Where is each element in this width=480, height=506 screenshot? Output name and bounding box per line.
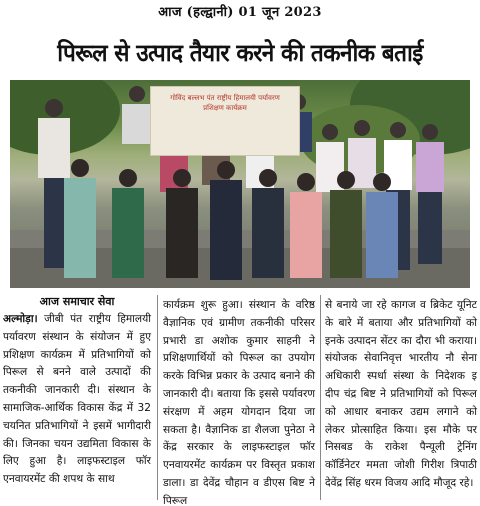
article-column-2 <box>163 297 315 506</box>
article-column-1 <box>3 294 151 489</box>
photo-banner <box>150 86 300 156</box>
dateline: आज (हल्द्वानी) 01 जून 2023 <box>158 5 322 20</box>
column-2-text: कार्यक्रम शुरू हुआ। संस्थान के वरिष्ठ वैज्ञानिक एवं ग्रामीण तकनीकी परिसर प्रभारी डा अशोक कुमार साहनी ने प्रशिक्षणार्थियों को पिरूल का उपयोग करके विभिन्न प्रकार के उत्पाद बनाने की जानकारी दी। बताया कि इससे पर्यावरण संरक्षण में अहम योगदान दिया जा सकता है। वैज्ञानिक डा शैलजा पुनेठा ने केंद्र सरकार के लाइफस्टाइल फॉर एनवायरमेंट कार्यक्रम पर विस्तृत प्रकाश डाला। डा देवेंद्र चौहान व डीएस बिष्ट ने पिरूल <box>163 299 315 506</box>
bureau-credit: आज समाचार सेवा <box>39 295 115 308</box>
group-photo <box>10 80 470 288</box>
banner-line-1: गोविंद बल्लभ पंत राष्ट्रीय हिमालयी पर्यावरण <box>170 94 280 102</box>
column-1-text: जीबी पंत राष्ट्रीय हिमालयी पर्यावरण संस्थान के संयोजन में हुए प्रशिक्षण कार्यक्रम में प्रतिभागियों को पिरूल से बनने वाले उत्पादों की तकनीकी जानकारी दी। संस्थान के सामाजिक-आर्थिक विकास केंद्र में 32 चयनित प्रतिभागियों ने इसमें भागीदारी की। जिनका चयन उद्यमिता विकास के लिए हुआ है। लाइफस्टाइल फॉर एनवायरमेंट की शपथ के साथ <box>3 313 151 486</box>
dateline-place: अल्मोड़ा। <box>3 313 38 325</box>
column-divider <box>320 295 321 500</box>
headline: पिरूल से उत्पाद तैयार करने की तकनीक बताई <box>57 39 423 67</box>
column-divider <box>157 295 158 500</box>
article-column-3 <box>325 297 477 493</box>
column-3-text: से बनाये जा रहे कागज व ब्रिकेट यूनिट के बारे में बताया और प्रतिभागियों को इनके उत्पादन सेंटर का दौरा भी कराया। संयोजक सेवानिवृत्त भारतीय नौ सेना अधिकारी स्पर्धा संस्था के निदेशक इ दीप चंद्र बिष्ट ने प्रतिभागियों को पिरूल को आधार बनाकर उद्यम लगाने को लेकर प्रोत्साहित किया। इस मौके पर निसबड के राकेश पैन्यूली ट्रेनिंग कॉर्डिनेटर ममता जोशी गिरीश त्रिपाठी देवेंद्र सिंह धरम विजय आदि मौजूद रहे। <box>325 299 477 489</box>
banner-line-2: प्रशिक्षण कार्यक्रम <box>203 104 247 112</box>
